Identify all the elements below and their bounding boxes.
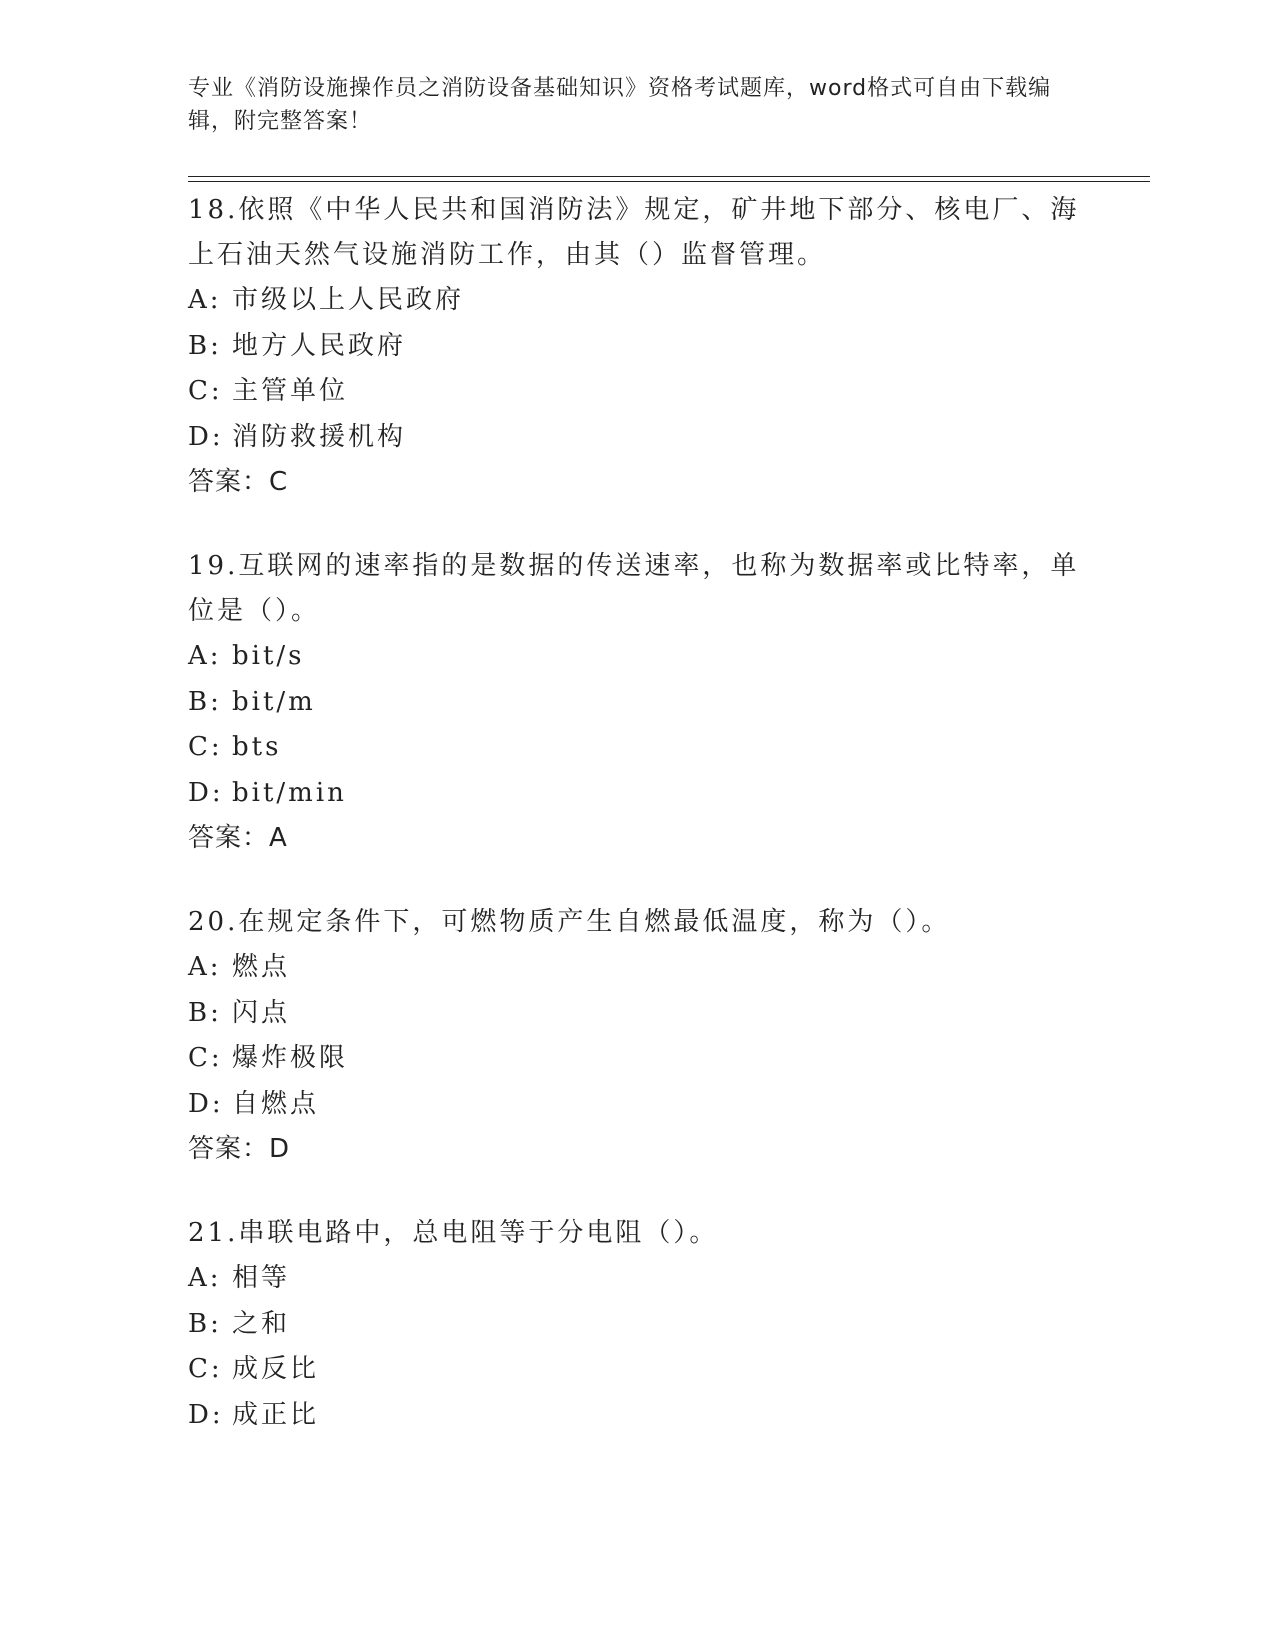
option-b bbox=[188, 1302, 1088, 1348]
document-header: 专业《消防设施操作员之消防设备基础知识》资格考试题库，word格式可自由下载编辑，附完整答案！ bbox=[188, 76, 1052, 134]
option-b bbox=[188, 324, 1088, 370]
header-divider-bottom bbox=[188, 181, 1150, 182]
option-d bbox=[188, 1393, 1088, 1439]
option-letter: D: bbox=[188, 421, 224, 452]
option-letter: C: bbox=[188, 1043, 223, 1073]
option-text: bit/min bbox=[232, 777, 347, 808]
option-b bbox=[188, 991, 1088, 1037]
option-text: 相等 bbox=[232, 1263, 291, 1293]
answer-line: 答案：A bbox=[188, 823, 288, 853]
option-text: 主管单位 bbox=[232, 376, 349, 406]
question-text: 21.串联电路中，总电阻等于分电阻（）。 bbox=[188, 1218, 719, 1248]
answer-line: 答案：D bbox=[188, 1134, 291, 1164]
option-c bbox=[188, 369, 1088, 415]
option-letter: B: bbox=[188, 686, 222, 717]
option-letter: A: bbox=[188, 285, 222, 315]
option-d bbox=[188, 1082, 1088, 1128]
option-d bbox=[188, 771, 1088, 817]
question-list bbox=[188, 188, 1088, 1478]
option-c bbox=[188, 1036, 1088, 1082]
option-letter: A: bbox=[188, 952, 222, 982]
option-letter: A: bbox=[188, 1263, 222, 1293]
option-text: 成反比 bbox=[232, 1354, 320, 1384]
question-text: 18.依照《中华人民共和国消防法》规定，矿井地下部分、核电厂、海上石油天然气设施消防工作，由其（）监督管理。 bbox=[188, 195, 1080, 270]
question-text: 20.在规定条件下，可燃物质产生自燃最低温度，称为（）。 bbox=[188, 907, 951, 937]
option-letter: C: bbox=[188, 732, 223, 762]
option-text: bts bbox=[232, 732, 282, 762]
option-letter: D: bbox=[188, 777, 224, 808]
option-letter: D: bbox=[188, 1088, 224, 1119]
question-19 bbox=[188, 544, 1088, 860]
option-a bbox=[188, 634, 1088, 680]
header-divider-top bbox=[188, 176, 1150, 177]
option-a bbox=[188, 1256, 1088, 1302]
option-text: 成正比 bbox=[232, 1399, 320, 1430]
option-text: 市级以上人民政府 bbox=[232, 285, 465, 315]
option-text: 之和 bbox=[232, 1308, 291, 1339]
option-letter: B: bbox=[188, 997, 222, 1028]
option-text: 燃点 bbox=[232, 952, 291, 982]
option-a bbox=[188, 945, 1088, 991]
option-letter: B: bbox=[188, 330, 222, 361]
option-text: 地方人民政府 bbox=[232, 330, 407, 361]
option-letter: A: bbox=[188, 641, 222, 671]
option-text: bit/m bbox=[232, 686, 316, 717]
option-text: 闪点 bbox=[232, 997, 291, 1028]
option-letter: B: bbox=[188, 1308, 222, 1339]
question-18 bbox=[188, 188, 1088, 504]
option-letter: C: bbox=[188, 1354, 223, 1384]
answer-line: 答案：C bbox=[188, 467, 289, 497]
option-d bbox=[188, 415, 1088, 461]
option-text: 自燃点 bbox=[232, 1088, 320, 1119]
option-c bbox=[188, 1347, 1088, 1393]
option-text: 爆炸极限 bbox=[232, 1043, 349, 1073]
option-text: 消防救援机构 bbox=[232, 421, 407, 452]
option-c bbox=[188, 725, 1088, 771]
question-text: 19.互联网的速率指的是数据的传送速率，也称为数据率或比特率，单位是（）。 bbox=[188, 551, 1080, 626]
question-20 bbox=[188, 900, 1088, 1171]
option-b bbox=[188, 680, 1088, 726]
option-text: bit/s bbox=[232, 641, 305, 671]
option-letter: D: bbox=[188, 1399, 224, 1430]
option-letter: C: bbox=[188, 376, 223, 406]
question-21 bbox=[188, 1211, 1088, 1438]
option-a bbox=[188, 278, 1088, 324]
